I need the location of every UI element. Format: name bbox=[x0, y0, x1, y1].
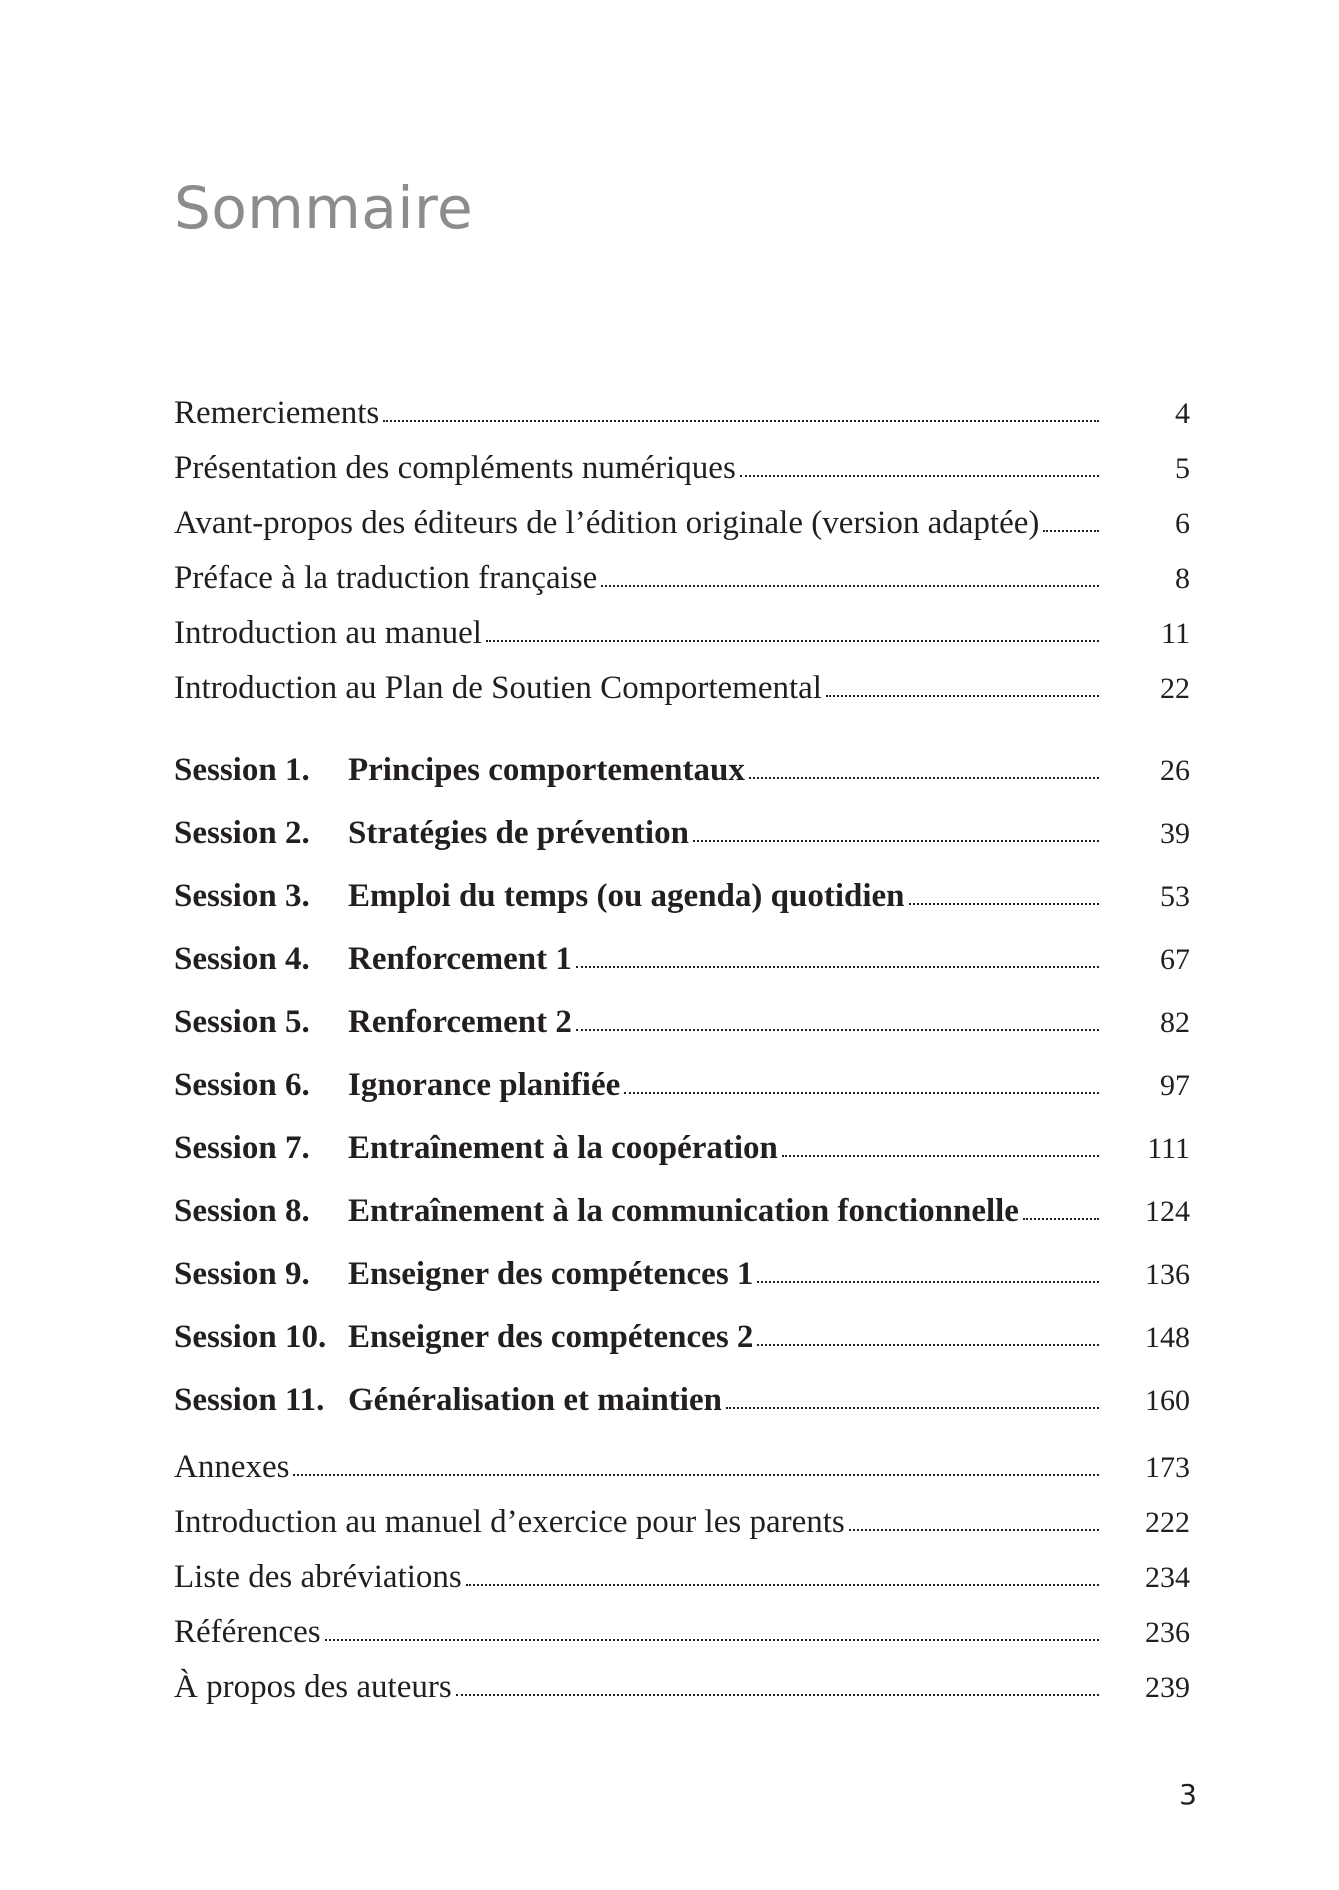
page-title: Sommaire bbox=[174, 173, 474, 242]
toc-session-number: Session 8. bbox=[174, 1193, 310, 1229]
toc-session-number: Session 2. bbox=[174, 815, 310, 851]
toc-page-number: 5 bbox=[1175, 452, 1190, 485]
dot-leader bbox=[293, 1474, 1099, 1476]
toc-session-entry bbox=[174, 1319, 1190, 1382]
toc-entry-label: À propos des auteurs bbox=[174, 1669, 452, 1705]
toc-page-number: 173 bbox=[1145, 1451, 1190, 1484]
dot-leader bbox=[726, 1407, 1099, 1409]
toc-session-entry bbox=[174, 1382, 1190, 1445]
toc-entry bbox=[174, 1504, 1190, 1559]
toc-entry bbox=[174, 395, 1190, 450]
toc-session-title: Enseigner des compétences 1 bbox=[348, 1256, 754, 1292]
toc-page-number: 148 bbox=[1145, 1321, 1190, 1354]
table-of-contents bbox=[174, 395, 1190, 1724]
toc-entry bbox=[174, 615, 1190, 670]
toc-session-number: Session 3. bbox=[174, 878, 310, 914]
toc-entry bbox=[174, 450, 1190, 505]
toc-session-entry bbox=[174, 878, 1190, 941]
dot-leader bbox=[466, 1584, 1099, 1586]
dot-leader bbox=[757, 1281, 1099, 1283]
toc-entry bbox=[174, 1614, 1190, 1669]
toc-session-number: Session 6. bbox=[174, 1067, 310, 1103]
toc-entry-label: Annexes bbox=[174, 1449, 290, 1485]
toc-session-title: Renforcement 2 bbox=[348, 1004, 572, 1040]
dot-leader bbox=[782, 1155, 1099, 1157]
dot-leader bbox=[624, 1092, 1099, 1094]
toc-entry-label bbox=[174, 1319, 753, 1356]
toc-page-number: 97 bbox=[1160, 1069, 1190, 1102]
toc-entry-label bbox=[174, 752, 745, 789]
toc-session-title: Généralisation et maintien bbox=[348, 1382, 722, 1418]
toc-entry-label bbox=[174, 878, 905, 915]
toc-front-matter bbox=[174, 395, 1190, 725]
toc-session-title: Enseigner des compétences 2 bbox=[348, 1319, 754, 1355]
toc-entry-label bbox=[174, 1193, 1019, 1230]
toc-entry-label bbox=[174, 1067, 620, 1104]
toc-entry-label bbox=[174, 1004, 572, 1041]
toc-page-number: 236 bbox=[1145, 1616, 1190, 1649]
toc-entry-label: Références bbox=[174, 1614, 321, 1650]
toc-page-number: 11 bbox=[1161, 617, 1190, 650]
toc-session-title: Entraînement à la coopération bbox=[348, 1130, 778, 1166]
toc-page-number: 136 bbox=[1145, 1258, 1190, 1291]
toc-session-number: Session 10. bbox=[174, 1319, 327, 1355]
toc-entry bbox=[174, 1669, 1190, 1724]
toc-entry bbox=[174, 670, 1190, 725]
toc-session-title: Ignorance planifiée bbox=[348, 1067, 621, 1103]
dot-leader bbox=[757, 1344, 1099, 1346]
toc-session-number: Session 4. bbox=[174, 941, 310, 977]
toc-page-number: 26 bbox=[1160, 754, 1190, 787]
toc-entry-label: Présentation des compléments numériques bbox=[174, 450, 736, 486]
dot-leader bbox=[325, 1639, 1099, 1641]
toc-session-entry bbox=[174, 1193, 1190, 1256]
dot-leader bbox=[383, 420, 1099, 422]
toc-page-number: 111 bbox=[1147, 1132, 1190, 1165]
toc-entry bbox=[174, 505, 1190, 560]
toc-page-number: 53 bbox=[1160, 880, 1190, 913]
dot-leader bbox=[749, 777, 1099, 779]
toc-entry-label: Introduction au manuel bbox=[174, 615, 482, 651]
toc-session-title: Entraînement à la communication fonctionnelle bbox=[348, 1193, 1019, 1229]
toc-session-entry bbox=[174, 1004, 1190, 1067]
dot-leader bbox=[576, 966, 1099, 968]
toc-entry bbox=[174, 1559, 1190, 1614]
toc-entry-label: Remerciements bbox=[174, 395, 380, 431]
toc-page-number: 4 bbox=[1175, 397, 1190, 430]
toc-page-number: 234 bbox=[1145, 1561, 1190, 1594]
toc-session-entry bbox=[174, 815, 1190, 878]
dot-leader bbox=[1043, 530, 1099, 532]
toc-page-number: 82 bbox=[1160, 1006, 1190, 1039]
toc-page-number: 222 bbox=[1145, 1506, 1190, 1539]
toc-session-title: Emploi du temps (ou agenda) quotidien bbox=[348, 878, 905, 914]
dot-leader bbox=[740, 475, 1099, 477]
toc-entry-label: Liste des abréviations bbox=[174, 1559, 462, 1595]
toc-page-number: 6 bbox=[1175, 507, 1190, 540]
toc-page-number: 22 bbox=[1160, 672, 1190, 705]
toc-page-number: 160 bbox=[1145, 1384, 1190, 1417]
toc-entry bbox=[174, 1449, 1190, 1504]
page-number: 3 bbox=[1179, 1778, 1197, 1811]
dot-leader bbox=[486, 640, 1099, 642]
toc-session-entry bbox=[174, 1130, 1190, 1193]
toc-entry-label bbox=[174, 1382, 722, 1419]
dot-leader bbox=[1023, 1218, 1099, 1220]
toc-page-number: 39 bbox=[1160, 817, 1190, 850]
toc-session-number: Session 1. bbox=[174, 752, 310, 788]
toc-entry-label bbox=[174, 941, 572, 978]
toc-page-number: 239 bbox=[1145, 1671, 1190, 1704]
toc-session-number: Session 7. bbox=[174, 1130, 310, 1166]
toc-session-entry bbox=[174, 752, 1190, 815]
toc-page-number: 8 bbox=[1175, 562, 1190, 595]
toc-sessions bbox=[174, 752, 1190, 1445]
toc-entry-label bbox=[174, 1130, 778, 1167]
toc-session-entry bbox=[174, 1067, 1190, 1130]
toc-session-entry bbox=[174, 1256, 1190, 1319]
toc-entry-label: Introduction au Plan de Soutien Comportemental bbox=[174, 670, 822, 706]
dot-leader bbox=[693, 840, 1099, 842]
toc-session-title: Stratégies de prévention bbox=[348, 815, 689, 851]
toc-entry bbox=[174, 560, 1190, 615]
toc-entry-label: Préface à la traduction française bbox=[174, 560, 598, 596]
toc-session-title: Principes comportementaux bbox=[348, 752, 745, 788]
dot-leader bbox=[849, 1529, 1099, 1531]
toc-entry-label bbox=[174, 1256, 753, 1293]
toc-entry-label: Avant-propos des éditeurs de l’édition originale (version adaptée) bbox=[174, 505, 1040, 541]
dot-leader bbox=[826, 695, 1099, 697]
dot-leader bbox=[601, 585, 1099, 587]
toc-entry-label bbox=[174, 815, 689, 852]
toc-entry-label: Introduction au manuel d’exercice pour les parents bbox=[174, 1504, 845, 1540]
toc-session-title: Renforcement 1 bbox=[348, 941, 572, 977]
toc-session-entry bbox=[174, 941, 1190, 1004]
toc-back-matter bbox=[174, 1449, 1190, 1724]
toc-page-number: 67 bbox=[1160, 943, 1190, 976]
toc-session-number: Session 9. bbox=[174, 1256, 310, 1292]
toc-page-number: 124 bbox=[1145, 1195, 1190, 1228]
dot-leader bbox=[909, 903, 1099, 905]
toc-session-number: Session 11. bbox=[174, 1382, 325, 1418]
toc-session-number: Session 5. bbox=[174, 1004, 310, 1040]
dot-leader bbox=[456, 1694, 1099, 1696]
dot-leader bbox=[576, 1029, 1099, 1031]
